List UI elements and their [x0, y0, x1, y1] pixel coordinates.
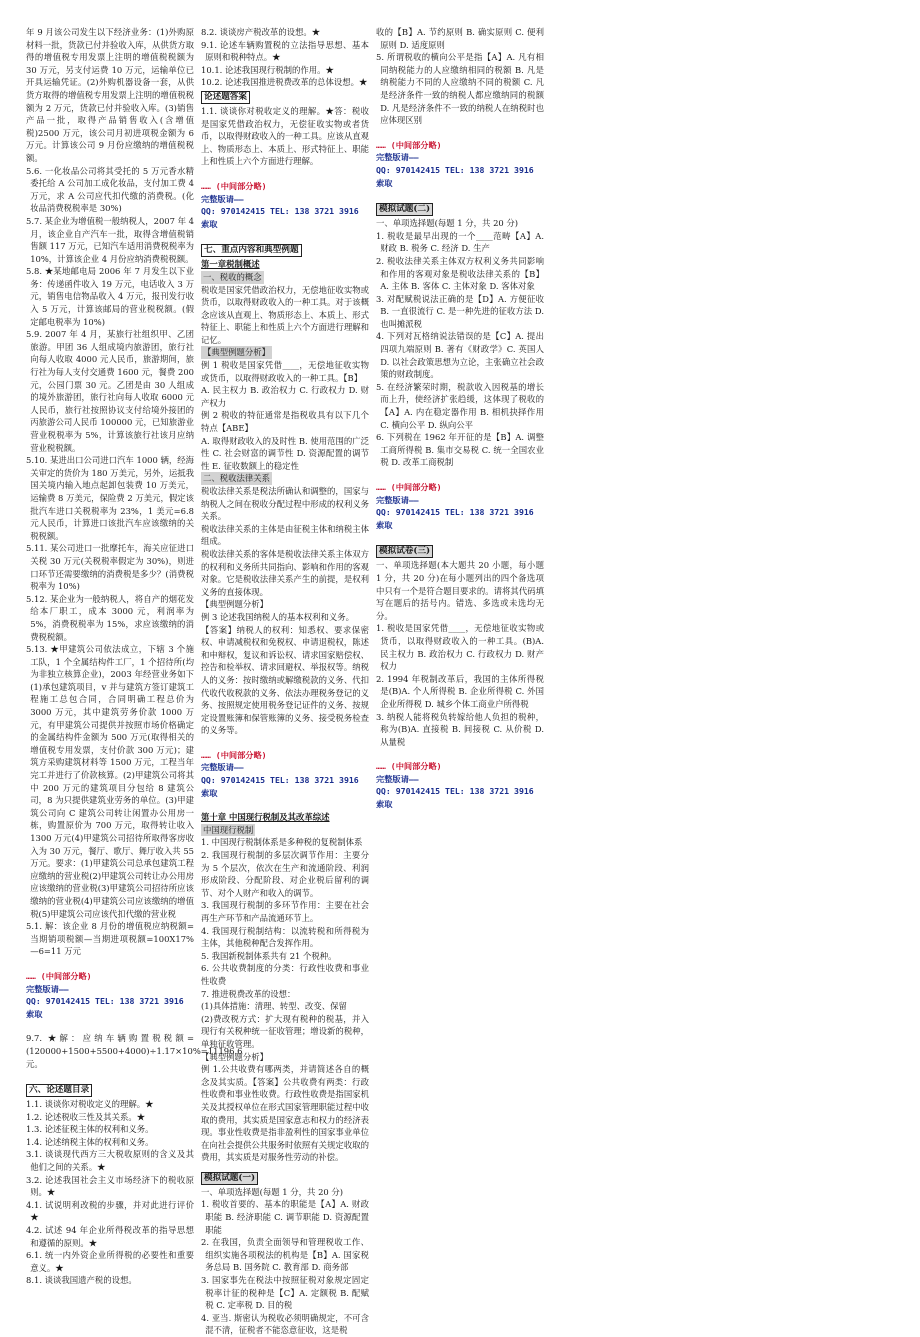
mock-exam-1-title: 模拟试题(一)	[201, 1172, 258, 1185]
question: 1. 税收是最早出现的一个____范畴【A】A. 财政 B. 税务 C. 经济 D. 生产	[376, 230, 544, 254]
list-item: 8.2. 谈谈房产税改革的设想。★	[201, 27, 321, 37]
subheading: 中国现行税制	[203, 824, 254, 835]
question-5-8: 5.8. ★某地邮电局 2006 年 7 月发生以下业务：传递函件收入 19 万元，电话收入 3 万元，销售电信物品收入 4 万元，报刊发行收入 5 万元，计算该邮局的营业税税额。(假定邮电税率为 10%)	[26, 266, 194, 327]
question: 1. 税收是国家凭借____，无偿地征收实物或货币，以取得财政收入的一种工具。(B)A. 民主权力 B. 政治权力 C. 行政权力 D. 财产权力	[376, 623, 544, 672]
contact-info[interactable]: QQ: 970142415 TEL: 138 3721 3916 索取	[26, 996, 184, 1019]
answer-9-7: 9.7. ★解：应纳车辆购置税税额=(120000+1500+5500+4000)÷1.17×10%=11196.6 元。	[26, 1033, 243, 1069]
column-2	[201, 26, 369, 1337]
list-item: 1.1. 谈谈你对税收定义的理解。★	[26, 1099, 154, 1110]
example-2: 例 2 税收的特征通常是指税收具有以下几个特点【ABE】	[201, 410, 369, 434]
example-3-answer: 【答案】纳税人的权利：知悉权、要求保密权、申请减税权和免税权、申请退税权，陈述和申辩权，复议和诉讼权、请求国家赔偿权、控告和检举权、请求回避权、举报权等。纳税人的义务：按时缴纳或解缴税款的义务、代扣代收代收税款的义务、依法办理税务登记的义务、按照规定使用税务登记证件的义务、按规定设置账簿和保管账簿的义务、接受税务检查的义务等。	[201, 624, 369, 736]
omitted-notice: …… (中间部分略)	[26, 970, 92, 981]
list-item: 4. 我国现行税制结构：以流转税和所得税为主体，其他税种配合发挥作用。	[201, 925, 369, 949]
example-4: 例 1.公共收费有哪两类，并请简述各自的概念及其实质。【答案】公共收费有两类：行政性收费和事业性收费。行政性收费是指国家机关及其授权单位在形式国家管理职能过程中收取的费用，其实质是国家意志和权力的经济表现。事业性收费是指非盈利性的国家事业单位在向社会提供公共服务时依照有关规定收取的费用，其实质是对服务性劳动的补偿。	[201, 1064, 369, 1163]
list-item: 3.2. 论述我国社会主义市场经济下的税收原则。★	[26, 1174, 194, 1198]
question: 2. 1994 年税制改革后，我国的主体所得税是(B)A. 个人所得税 B. 企业所得税 C. 外国企业所得税 D. 城乡个体工商业户所得税	[376, 673, 544, 709]
full-version-label: 完整版请——	[26, 983, 69, 994]
list-item: 10.2. 论述我国推进税费改革的总体设想。★	[201, 77, 368, 88]
list-item: 8.1. 谈谈我国遗产税的设想。	[26, 1275, 137, 1286]
question: 5. 在经济繁荣时期，税款收入因税基的增长而上升，使经济扩张趋缓，这体现了税收的【A】A. 内在稳定器作用 B. 相机抉择作用 C. 横向公平 D. 纵向公平	[376, 381, 544, 430]
subheading: 一、税收的概念	[203, 271, 262, 282]
answer-5-1: 5.1. 解：该企业 8 月份的增值税应纳税额=当期销项税额—当期进项税额=100X17%—6=11 万元	[26, 921, 194, 957]
question-5-13: 5.13. ★甲建筑公司依法成立，下辖 3 个施工队，1 个全属结构件工厂，1 个招待所(均为非独立核算企业)，2003 年经营业务如下(1)承包建筑项目，v 并与建筑方签订建筑工程施工总包合同，合同明确工程总价为 3000 万元，其中建筑劳务价款 1000 万元，有甲建筑公司提供并按照市场价格确定的金属结构件金额为 500 万元(取得相关的增值税专用发票，支付价款 300 万元)；建筑方采购建筑材料等 1500 万元，工程当年完工并进行了价款核算。(2)甲建筑公司将其中 200 万元的建筑项目分包给 8 建筑公司，8 为只提供建筑业劳务的单位。(3)甲建筑公司向 C 建筑公司转让闲置办公用房一栋，购置原价为 700 万元，取得转让收入 1300 万元(4)甲建筑公司招待所取得客房收入为 30 万元，餐厅、歌厅、舞厅收入共 55 万元。要求：(1)甲建筑公司总承包建筑工程应缴纳的营业税(2)甲建筑公司转让办公用房应该缴纳的营业税(3)甲建筑公司招待所应该缴纳的营业税(4)甲建筑公司应该缴纳的增值税(5)甲建筑公司应该代扣代缴的营业税	[26, 644, 194, 919]
list-item: 4.2. 试述 94 年企业所得税改革的指导思想和遵循的原则。★	[26, 1225, 194, 1248]
question-5-11: 5.11. 某公司进口一批摩托车，海关应征进口关税 30 万元(关税税率假定为 30%)，则进口环节还需要缴纳的消费税是多少？(消费税税率为 10%)	[26, 543, 194, 592]
contact-info[interactable]: QQ: 970142415 TEL: 138 3721 3916 索取	[376, 507, 534, 530]
paragraph: 税收是国家凭借政治权力，无偿地征收实物或货币，以取得财政收入的一种工具。对于该概念应该从直观上、物质形态上、本质上、形式特征上、职能上和性质上六个方面进行理解和记忆。	[201, 284, 369, 345]
section-6-list	[26, 1098, 194, 1287]
example-label: 【典型例题分析】	[201, 599, 268, 610]
paragraph: 税收法律关系是税法所确认和调整的，国家与纳税人之间在税收分配过程中形成的权利义务关系。	[201, 486, 369, 522]
answer-1-1: 1.1. 谈谈你对税收定义的理解。★答：税收是国家凭借政治权力，无偿征收实物或者货币，以取得财政收入的一种工具。应该从直观上、物质形态上、本质上、形式特征上、职能上和性质上六个方面进行理解。	[201, 105, 369, 167]
list-item: 9.1. 论述车辆购置税的立法指导思想、基本原则和税种特点。★	[201, 39, 369, 63]
list-item: 10.1. 论述我国现行税制的作用。★	[201, 64, 334, 75]
list-item: 1.2. 论述税收三性及其关系。★	[26, 1111, 146, 1122]
omitted-notice: …… (中间部分略)	[201, 749, 267, 760]
column-3	[376, 26, 544, 811]
example-1: 例 1 税收是国家凭借____，无偿地征收实物或货币，以取得财政收入的一种工具。【B】	[201, 360, 369, 383]
full-version-label: 完整版请——	[201, 193, 244, 204]
contact-info[interactable]: QQ: 970142415 TEL: 138 3721 3916 索取	[201, 775, 359, 798]
mock-exam-1-intro: 一、单项选择题(每题 1 分，共 20 分)	[201, 1186, 344, 1197]
question-5-10: 5.10. 某进出口公司进口汽车 1000 辆，经海关审定的货价为 180 万美元，另外，运抵我国关境内输入地点起卸包装费 10 万美元，运输费 8 万美元，保险费 2 万美元，假定该批汽车进口关税税率为 23%，1 美元=6.8 元人民币，计算进口该批汽车应该缴纳的关税税额。	[26, 455, 194, 541]
omitted-notice: …… (中间部分略)	[376, 482, 442, 492]
example-3: 例 3 论述我国纳税人的基本权利和义务。	[201, 611, 355, 622]
list-item: 1. 中国现行税制体系是多种税的复税制体系	[201, 837, 363, 848]
omitted-notice: …… (中间部分略)	[376, 139, 442, 150]
question-5-12: 5.12. 某企业为一般纳税人，将自产的烟花发给本厂职工，成本 3000 元，利润率为 5%，消费税税率为 15%，求应该缴纳的消费税税额。	[26, 593, 194, 642]
mock-exam-2-title: 模拟试题(二)	[376, 203, 433, 216]
section-7-title: 七、重点内容和典型例题	[201, 244, 302, 257]
chapter-1-title: 第一章税制概述	[201, 259, 260, 270]
mock-exam-2-intro: 一、单项选择题(每题 1 分，共 20 分)	[376, 218, 519, 229]
question: 6. 下列税在 1962 年开征的是【B】A. 调整工商所得税 B. 集市交易税 C. 统一全国农业税 D. 改革工商税制	[376, 432, 544, 468]
question: 5. 所谓税收的横向公平是指【A】A. 凡有相同纳税能力的人应缴纳相同的税额 B. 凡是纳税能力不同的人应缴纳不同的税额 C. 凡是经济条件一致的纳税人都应缴纳同的税额 D. 凡是经济条件不一致的纳税人在纳税时也应体现区别	[376, 52, 544, 126]
list-item: 3.1. 谈谈现代西方三大税收原则的含义及其他们之间的关系。★	[26, 1149, 194, 1173]
question: 2. 在我国，负责全面领导和管理税收工作、组织实施各项税法的机构是【B】A. 国家税务总局 B. 国务院 C. 教育部 D. 商务部	[201, 1237, 369, 1273]
contact-info[interactable]: QQ: 970142415 TEL: 138 3721 3916 索取	[201, 206, 359, 229]
subheading: 二、税收法律关系	[203, 473, 270, 484]
question-5-7: 5.7. 某企业为增值税一般纳税人，2007 年 4 月，该企业自产汽车一批，取得含增值税销售额 117 万元，已知汽车适用消费税税率为 10%，计算该企业 4 月份应纳消费税税额。	[26, 215, 194, 264]
list-item: 6. 公共收费制度的分类：行政性收费和事业性收费	[201, 963, 369, 986]
mock-exam-3-title: 模拟试卷(三)	[376, 545, 433, 558]
question: 3. 国家事先在税法中按照征税对象规定固定税率计征的税种是【C】A. 定额税 B. 配赋税 C. 定率税 D. 目的税	[201, 1275, 369, 1311]
mock-exam-3-intro: 一、单项选择题(本大题共 20 小题，每小题 1 分，共 20 分)在每小题列出的四个备选项中只有一个是符合题目要求的。请将其代码填写在题后的括号内。错选、多选或未选均无分。	[376, 560, 544, 621]
example-2-options: A. 取得财政收入的及时性 B. 使用范围的广泛性 C. 社会财富的调节性 D. 资源配置的调节性 E. 征收数额上的稳定性	[201, 435, 369, 471]
list-item: (2)费改税方式：扩大现有税种的税基，并入现行有关税种统一征收管理；增设新的税种，单独征收管理。	[201, 1013, 369, 1049]
question: 收的【B】A. 节约原则 B. 确实原则 C. 便利原则 D. 适度原则	[376, 27, 544, 50]
list-item: 5. 我国新税制体系共有 21 个税种。	[201, 950, 337, 961]
chapter-10-title: 第十章 中国现行税制及其改革综述	[201, 812, 330, 823]
list-item: (1)具体措施：清理、转型、改变、保留	[201, 1001, 347, 1012]
contact-info[interactable]: QQ: 970142415 TEL: 138 3721 3916 索取	[376, 164, 534, 188]
list-item: 4.1. 试说明利改税的步骤，并对此进行评价★	[26, 1199, 194, 1223]
example-1-options: A. 民主权力 B. 政治权力 C. 行政权力 D. 财产权力	[201, 385, 369, 408]
list-item: 1.4. 论述纳税主体的权利和义务。	[26, 1136, 154, 1147]
question: 3. 对配赋税说法正确的是【D】A. 方便征收 B. 一直很流行 C. 是一种先进的征收方法 D. 也叫摊派税	[376, 293, 544, 329]
paragraph: 年 9 月该公司发生以下经济业务：(1)外购原材料一批，货款已付并验收入库，从供货方取得的增值税专用发票上注明的增值税税额为 30 万元，另支付运费 10 万元，运输单位已开具运输凭证。(2)外购机器设备一套，从供货方取得的增值税专用发票上注明的增值税税额为 2 万元，货款已付并验收入库。(3)销售产品一批，取得产品销售收入(含增值税)2500 万元，该公司月初进项税金额为 6 万元。计算该公司 9 月份应缴纳的增值税税额。	[26, 27, 194, 163]
question-5-6: 5.6. 一化妆品公司将其受托的 5 万元香水精委托给 A 公司加工成化妆品，支付加工费 4 万元，求 A 公司应代扣代缴的消费税。(化妆品消费税税率是 30%)	[26, 165, 194, 214]
question: 1. 税收首要的、基本的职能是【A】A. 财政职能 B. 经济职能 C. 调节职能 D. 资源配置职能	[201, 1199, 369, 1235]
question: 4. 下列对瓦格纳说法错误的是【C】A. 提出四项九端原则 B. 著有《财政学》C. 英国人 D. 以社会政策思想为立论，主张确立社会政策的财政制度。	[376, 331, 544, 380]
question: 2. 税收法律关系主体双方权利义务共同影响和作用的客观对象是税收法律关系的【B】A. 主体 B. 客体 C. 主体对象 D. 客体对象	[376, 255, 544, 292]
full-version-label: 完整版请——	[201, 762, 244, 773]
example-label: 【典型例题分析】	[201, 1051, 268, 1062]
omitted-notice: …… (中间部分略)	[201, 180, 267, 191]
example-label: 【典型例题分析】	[203, 347, 270, 358]
list-item: 1.3. 论述征税主体的权利和义务。	[26, 1124, 154, 1135]
answers-title: 论述题答案	[201, 91, 250, 104]
question: 3. 纳税人能将税负转嫁给他人负担的税种，称为(B)A. 直接税 B. 间接税 C. 从价税 D. 从量税	[376, 711, 544, 747]
paragraph: 税收法律关系的客体是税收法律关系主体双方的权利和义务所共同指向、影响和作用的客观对象。它是税收法律关系产生的前提，是权利义务的直接体现。	[201, 548, 369, 597]
contact-info[interactable]: QQ: 970142415 TEL: 138 3721 3916 索取	[376, 786, 534, 810]
question: 4. 亚当. 斯密认为税收必须明确规定，不可含混不清，征税者不能恣意征收，这是税	[201, 1312, 369, 1336]
full-version-label: 完整版请——	[376, 152, 419, 163]
section-6-title: 六、论述题目录	[26, 1084, 92, 1097]
paragraph: 税收法律关系的主体是由征税主体和纳税主体组成。	[201, 523, 369, 547]
list-item: 2. 我国现行税制的多层次调节作用：主要分为 5 个层次，依次在生产和流通阶段、利润形成阶段、分配阶段、对企业税后留利的调节、对个人财产和收入的调节。	[201, 850, 369, 898]
list-item: 3. 我国现行税制的多环节作用：主要在社会再生产环节和产品流通环节上。	[201, 900, 369, 923]
full-version-label: 完整版请——	[376, 773, 419, 784]
full-version-label: 完整版请——	[376, 494, 419, 505]
list-item: 6.1. 统一内外资企业所得税的必要性和重要意义。★	[26, 1250, 194, 1273]
question-5-9: 5.9. 2007 年 4 月，某旅行社组织甲、乙团旅游。甲团 36 人组成境内旅游团，旅行社向每人收取 4000 元人民币，旅游期间，旅行社为每人支付交通费 1600 元，餐费 200 元，公园门票 30 元。乙团是由 30 人组成的境外旅游团，旅行社向每人收取 6000 元人民币，旅行社按照协议支付给境外接团的丙旅游公司人民币 100000 元，已知旅游业营业税税率为 5%，计算该旅行社该月应纳营业税税额。	[26, 329, 194, 453]
omitted-notice: …… (中间部分略)	[376, 761, 442, 772]
list-item: 7. 推进税费改革的设想：	[201, 988, 296, 999]
